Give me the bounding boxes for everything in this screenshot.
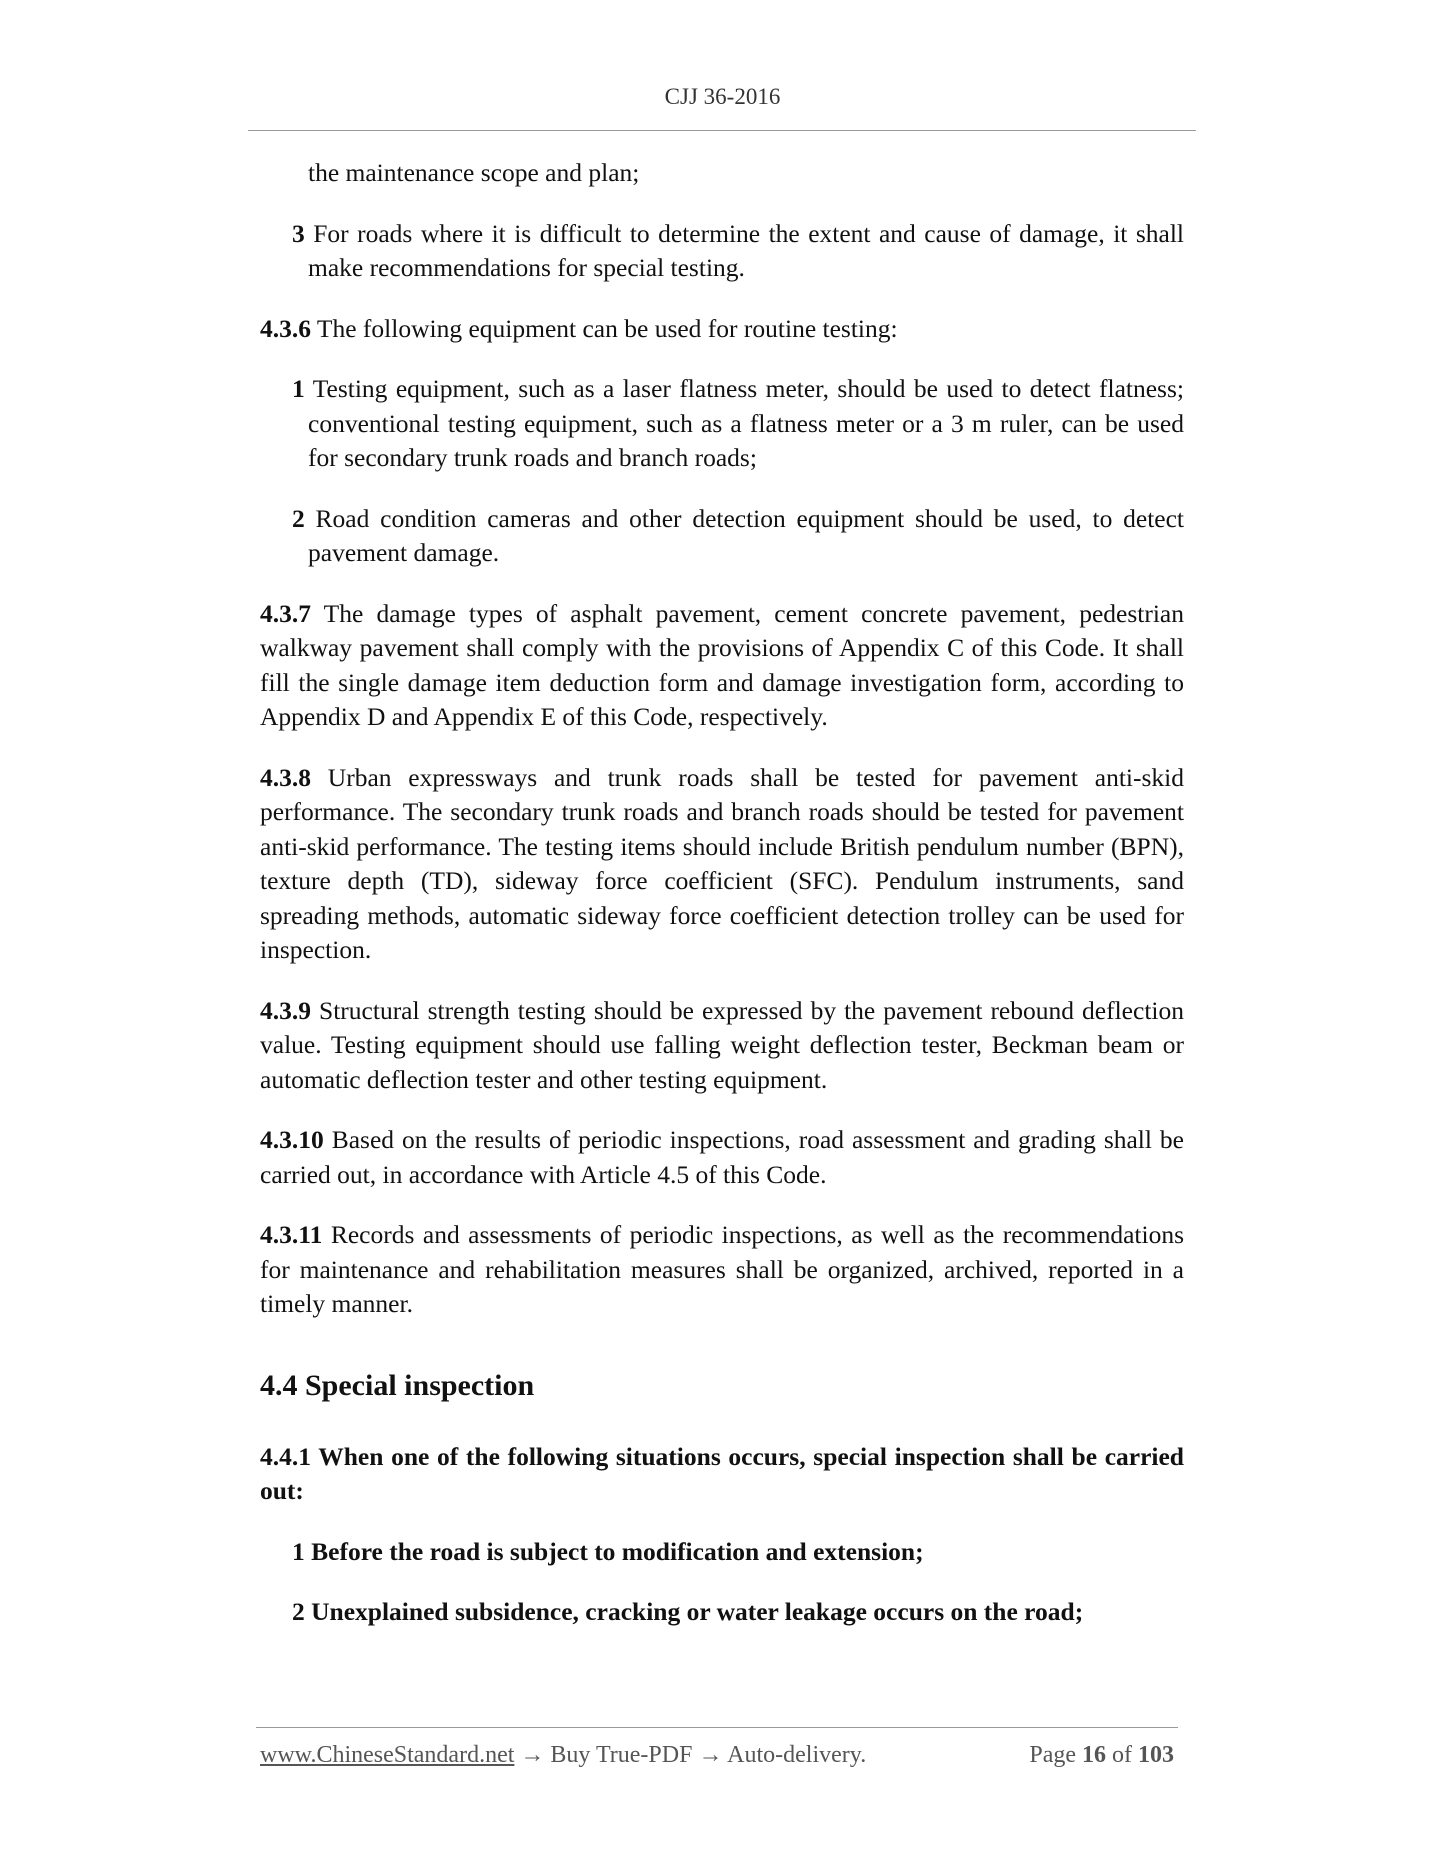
- item-number: 2: [292, 503, 305, 533]
- clause-4-3-6-item-1: [292, 372, 1184, 476]
- clause-number: 4.3.8: [260, 762, 311, 792]
- page-number: [1029, 1742, 1174, 1769]
- clause-number: 4.3.7: [260, 598, 311, 628]
- clause-text: The damage types of asphalt pavement, cement concrete pavement, pedestrian walkway pavement shall comply with the provisions of Appendix C of this Code. It shall fill the single damage item deduction form and damage investigation form, according to Appendix D and Appendix E of this Code, respectively.: [260, 598, 1184, 731]
- clause-4-4-1-item-1: 1 Before the road is subject to modification and extension;: [292, 1536, 924, 1566]
- item-text: Testing equipment, such as a laser flatness meter, should be used to detect flatness; conventional testing equipment, such as a flatness meter or a 3 m ruler, can be used for secondary trunk roads and branch roads;: [304, 374, 1184, 472]
- buy-pdf-text: Buy True-PDF: [550, 1742, 693, 1768]
- clause-text: Urban expressways and trunk roads shall be tested for pavement anti-skid performance. The secondary trunk roads and branch roads should be tested for pavement anti-skid performance. The testing items should include British pendulum number (BPN), texture depth (TD), sideway force coefficient (SFC). Pendulum instruments, sand spreading methods, automatic sideway force coefficient detection trolley can be used for inspection.: [260, 762, 1184, 964]
- clause-4-3-6-item-2: [292, 502, 1184, 571]
- clause-4-3-9: [260, 994, 1184, 1098]
- clause-4-3-10: [260, 1123, 1184, 1192]
- footer-divider: [256, 1727, 1178, 1728]
- clause-4-3-8: [260, 761, 1184, 968]
- clause-4-3-7: [260, 597, 1184, 735]
- clause-4-4-1-item-2: 2 Unexplained subsidence, cracking or water leakage occurs on the road;: [292, 1597, 1084, 1626]
- header-divider: [248, 130, 1196, 131]
- page-word: Page: [1029, 1742, 1076, 1768]
- clause-text: Structural strength testing should be expressed by the pavement rebound deflection value. Testing equipment should use falling weight deflection tester, Beckman beam or automatic deflection tester and other testing equipment.: [260, 995, 1184, 1094]
- footer-promo: [260, 1742, 866, 1769]
- clause-number: 4.3.9: [260, 995, 311, 1025]
- of-word: of: [1112, 1742, 1132, 1768]
- section-heading: 4.4 Special inspection: [260, 1368, 535, 1402]
- clause-text: The following equipment can be used for routine testing:: [311, 313, 898, 343]
- website-link[interactable]: www.ChineseStandard.net: [260, 1742, 515, 1768]
- arrow-icon: →: [698, 1742, 723, 1768]
- clause-4-3-11: [260, 1218, 1184, 1322]
- clause-number: 4.3.11: [260, 1220, 323, 1249]
- clause-number: 4.3.10: [260, 1125, 324, 1154]
- arrow-icon: →: [520, 1742, 545, 1768]
- clause-text: Records and assessments of periodic inspections, as well as the recommendations for maintenance and rehabilitation measures shall be organized, archived, reported in a timely manner.: [260, 1220, 1184, 1318]
- clause-number: 4.3.6: [260, 313, 311, 343]
- clause-4-4-1: 4.4.1 When one of the following situations occurs, special inspection shall be carried out:: [260, 1441, 1184, 1505]
- total-pages: 103: [1138, 1742, 1174, 1768]
- list-item-3: [292, 217, 1184, 286]
- document-body: [260, 156, 1184, 1656]
- item-text: Road condition cameras and other detection equipment should be used, to detect pavement damage.: [304, 503, 1184, 567]
- continued-text: the maintenance scope and plan;: [308, 158, 640, 187]
- page-header: CJJ 36-2016: [664, 84, 781, 109]
- clause-4-3-6: [260, 312, 1184, 347]
- item-number: 3: [292, 218, 305, 248]
- auto-delivery-text: Auto-delivery.: [727, 1742, 867, 1768]
- item-text: For roads where it is difficult to determine the extent and cause of damage, it shall make recommendations for special testing.: [304, 218, 1184, 282]
- clause-text: Based on the results of periodic inspections, road assessment and grading shall be carried out, in accordance with Article 4.5 of this Code.: [260, 1125, 1184, 1189]
- item-number: 1: [292, 374, 305, 403]
- current-page: 16: [1082, 1742, 1106, 1768]
